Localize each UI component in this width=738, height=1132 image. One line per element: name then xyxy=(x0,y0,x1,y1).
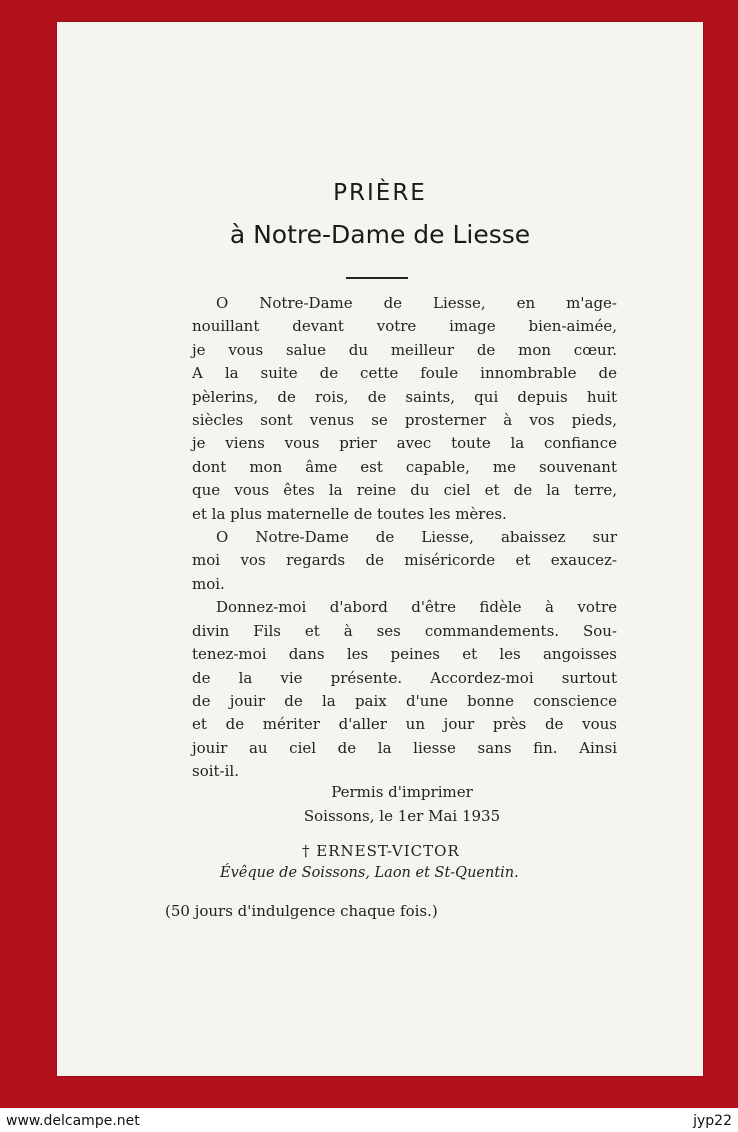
bishop-name: † ERNEST-VICTOR xyxy=(302,842,460,860)
title-divider xyxy=(346,277,408,279)
prayer-line: Donnez-moi d'abord d'être fidèle à votre xyxy=(216,598,617,617)
prayer-line: et la plus maternelle de toutes les mères. xyxy=(192,504,507,523)
prayer-line: O Notre-Dame de Liesse, abaissez sur xyxy=(216,528,617,547)
prayer-line: jouir au ciel de la liesse sans fin. Ainsi xyxy=(192,738,617,757)
site-watermark: www.delcampe.net xyxy=(6,1113,140,1129)
prayer-line: moi vos regards de miséricorde et exaucez- xyxy=(192,551,617,570)
title-priere: PRIÈRE xyxy=(333,180,427,206)
prayer-line: A la suite de cette foule innombrable de xyxy=(192,364,617,383)
bishop-see: Évêque de Soissons, Laon et St-Quentin. xyxy=(220,865,519,881)
prayer-line: siècles sont venus se prosterner à vos pieds, xyxy=(192,411,617,430)
prayer-line: que vous êtes la reine du ciel et de la terre, xyxy=(192,481,617,500)
title-notre-dame: à Notre-Dame de Liesse xyxy=(229,220,531,249)
prayer-line: tenez-moi dans les peines et les angoisses xyxy=(192,645,617,664)
prayer-card xyxy=(57,22,703,1076)
prayer-line: moi. xyxy=(192,574,225,593)
imprimatur-label: Permis d'imprimer xyxy=(331,783,473,801)
indulgence-note: (50 jours d'indulgence chaque fois.) xyxy=(165,902,438,920)
prayer-text xyxy=(192,292,617,784)
prayer-line: O Notre-Dame de Liesse, en m'age- xyxy=(216,294,617,312)
seller-watermark: jyp22 xyxy=(693,1113,732,1129)
imprimatur-date: Soissons, le 1er Mai 1935 xyxy=(303,807,501,825)
prayer-line: je viens vous prier avec toute la confiance xyxy=(192,434,617,453)
prayer-line: dont mon âme est capable, me souvenant xyxy=(192,457,617,476)
prayer-line: nouillant devant votre image bien-aimée, xyxy=(192,317,617,336)
prayer-line: je vous salue du meilleur de mon cœur. xyxy=(192,340,617,359)
prayer-line: divin Fils et à ses commandements. Sou- xyxy=(192,621,617,640)
prayer-line: pèlerins, de rois, de saints, qui depuis huit xyxy=(192,387,617,406)
prayer-line: de jouir de la paix d'une bonne conscience xyxy=(192,691,617,710)
prayer-line: et de mériter d'aller un jour près de vous xyxy=(192,715,617,734)
prayer-line: soit-il. xyxy=(192,762,239,781)
prayer-line: de la vie présente. Accordez-moi surtout xyxy=(192,668,617,687)
